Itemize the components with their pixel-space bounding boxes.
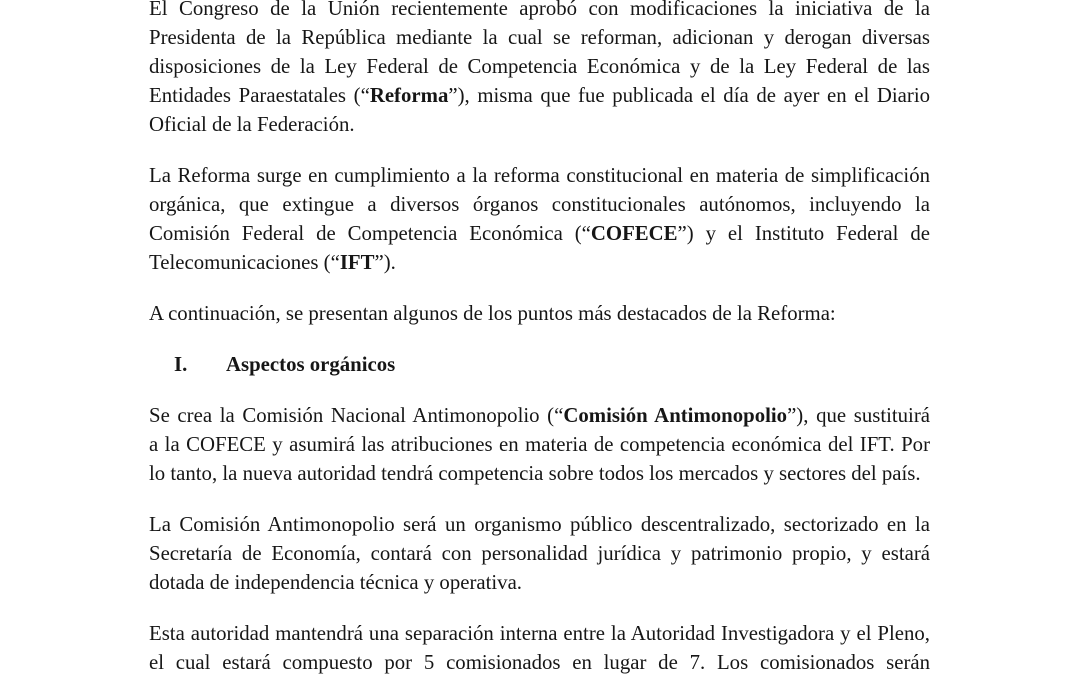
text-line bbox=[149, 248, 930, 277]
text-line bbox=[149, 648, 930, 677]
text-line bbox=[149, 219, 930, 248]
paragraph bbox=[149, 299, 930, 328]
text-run: Entidades Paraestatales (“ bbox=[149, 84, 370, 107]
section-heading bbox=[149, 350, 930, 379]
bold-defined-term: Reforma bbox=[369, 84, 449, 107]
text-run: Esta autoridad mantendrá una separación interna entre la Autoridad Investigadora y el Pleno, bbox=[149, 622, 930, 645]
text-line bbox=[149, 568, 930, 597]
bold-defined-term: COFECE bbox=[590, 222, 678, 245]
text-line bbox=[149, 510, 930, 539]
text-run: ”) y el Instituto Federal de bbox=[677, 222, 930, 245]
text-run: orgánica, que extingue a diversos órganos constitucionales autónomos, incluyendo la bbox=[149, 193, 930, 216]
paragraph bbox=[149, 161, 930, 277]
text-line bbox=[149, 430, 930, 459]
text-run: Oficial de la Federación. bbox=[149, 113, 355, 136]
text-run: Se crea la Comisión Nacional Antimonopolio (“ bbox=[149, 404, 564, 427]
text-run: El Congreso de la Unión recientemente aprobó con modificaciones la iniciativa de la bbox=[149, 0, 930, 20]
text-line bbox=[149, 81, 930, 110]
text-run: lo tanto, la nueva autoridad tendrá competencia sobre todos los mercados y sectores del país. bbox=[149, 462, 921, 485]
section-heading-number: I. bbox=[174, 353, 188, 376]
text-line bbox=[149, 619, 930, 648]
text-run: a la COFECE y asumirá las atribuciones en materia de competencia económica del IFT. Por bbox=[149, 433, 930, 456]
text-line bbox=[149, 299, 930, 328]
text-line bbox=[149, 52, 930, 81]
paragraph bbox=[149, 619, 930, 677]
text-run: dotada de independencia técnica y operativa. bbox=[149, 571, 523, 594]
text-line bbox=[149, 161, 930, 190]
bold-defined-term: Comisión Antimonopolio bbox=[563, 404, 788, 427]
paragraph bbox=[149, 510, 930, 597]
text-line bbox=[149, 0, 930, 23]
text-run: ”). bbox=[374, 251, 396, 274]
document-page-text-block bbox=[149, 0, 930, 699]
text-run: Presidenta de la República mediante la cual se reforman, adicionan y derogan diversas bbox=[149, 26, 930, 49]
section-heading-title: Aspectos orgánicos bbox=[226, 353, 396, 376]
text-run: disposiciones de la Ley Federal de Competencia Económica y de la Ley Federal de las bbox=[149, 55, 930, 78]
paragraph bbox=[149, 0, 930, 139]
text-run: La Reforma surge en cumplimiento a la reforma constitucional en materia de simplificación bbox=[149, 164, 930, 187]
text-line bbox=[149, 539, 930, 568]
text-line bbox=[149, 110, 930, 139]
text-run: Secretaría de Economía, contará con personalidad jurídica y patrimonio propio, y estará bbox=[149, 542, 930, 565]
text-run: ”), que sustituirá bbox=[787, 404, 930, 427]
text-run: A continuación, se presentan algunos de los puntos más destacados de la Reforma: bbox=[149, 302, 836, 325]
text-line bbox=[149, 401, 930, 430]
text-line bbox=[149, 459, 930, 488]
paragraph bbox=[149, 401, 930, 488]
bold-defined-term: IFT bbox=[339, 251, 375, 274]
text-line bbox=[149, 190, 930, 219]
text-line bbox=[149, 23, 930, 52]
text-run: ”), misma que fue publicada el día de ayer en el Diario bbox=[448, 84, 930, 107]
text-run: Telecomunicaciones (“ bbox=[149, 251, 340, 274]
text-run: La Comisión Antimonopolio será un organismo público descentralizado, sectorizado en la bbox=[149, 513, 930, 536]
text-run: Comisión Federal de Competencia Económica (“ bbox=[149, 222, 591, 245]
text-run: el cual estará compuesto por 5 comisionados en lugar de 7. Los comisionados serán bbox=[149, 651, 930, 674]
